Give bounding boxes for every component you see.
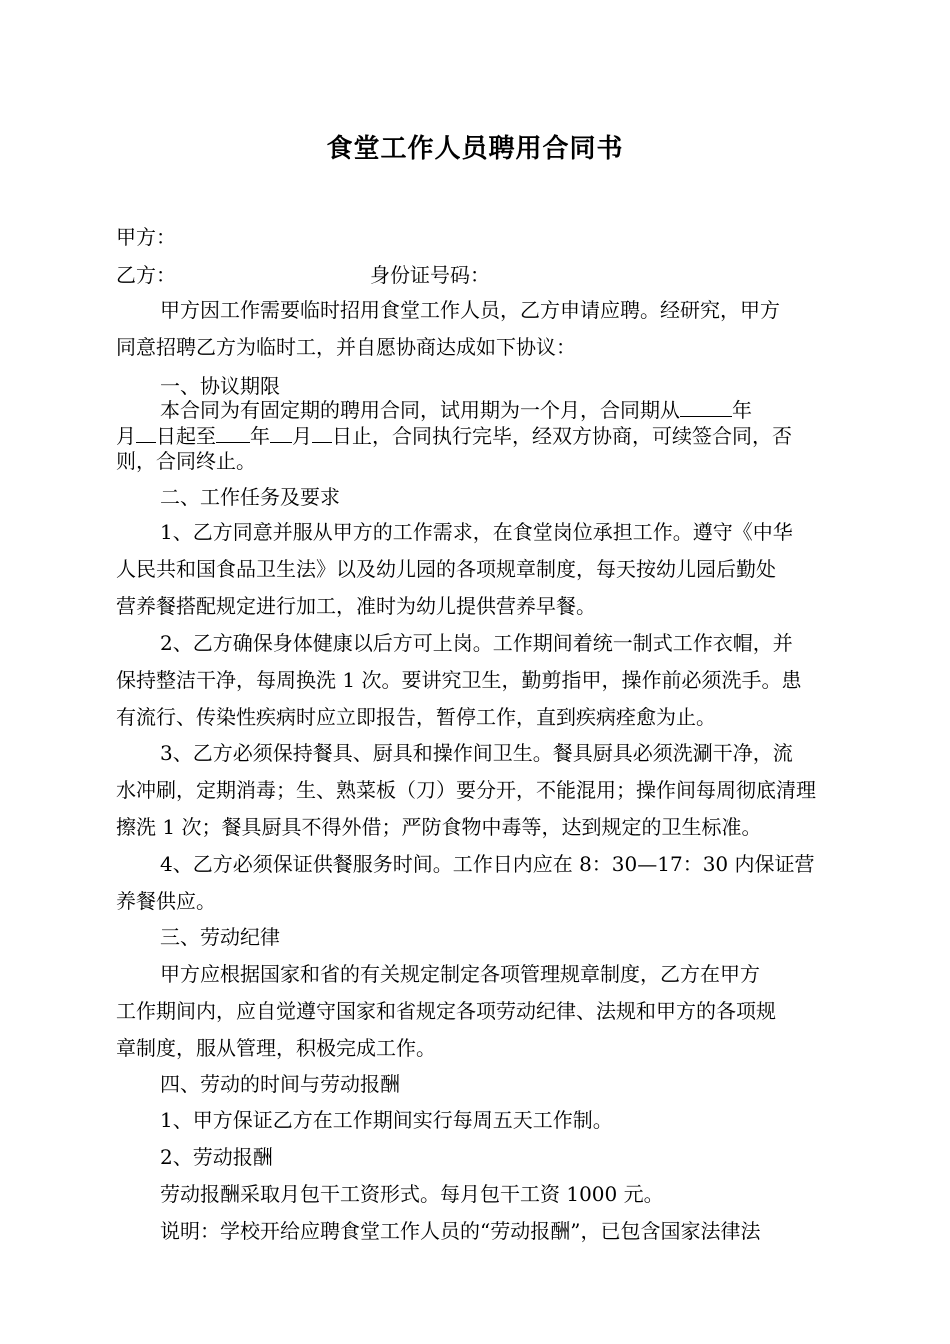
- discipline-line-3: 章制度，服从管理，积极完成工作。: [116, 1036, 436, 1060]
- item-4-line-2: 养餐供应。: [116, 889, 216, 913]
- item-3-line-2: 水冲刷，定期消毒；生、熟菜板（刀）要分开，不能混用；操作间每周彻底清理: [116, 778, 816, 802]
- id-number-label: 身份证号码：: [370, 263, 490, 287]
- section-3-heading: 三、劳动纪律: [160, 925, 280, 949]
- pay-note: 说明：学校开给应聘食堂工作人员的“劳动报酬”，已包含国家法律法: [160, 1219, 761, 1243]
- discipline-line-2: 工作期间内，应自觉遵守国家和省规定各项劳动纪律、法规和甲方的各项规: [116, 999, 776, 1023]
- item-3-line-1: 3、乙方必须保持餐具、厨具和操作间卫生。餐具厨具必须洗涮干净，流: [160, 741, 793, 765]
- pay-item-heading: 2、劳动报酬: [160, 1145, 273, 1169]
- term-text-d: 日起至: [156, 424, 216, 448]
- document-title: 食堂工作人员聘用合同书: [326, 134, 624, 164]
- party-a-label: 甲方：: [116, 225, 176, 249]
- work-week-item: 1、甲方保证乙方在工作期间实行每周五天工作制。: [160, 1108, 613, 1132]
- item-2-line-1: 2、乙方确保身体健康以后方可上岗。工作期间着统一制式工作衣帽，并: [160, 631, 793, 655]
- end-month-blank: [270, 424, 292, 443]
- item-4-line-1: 4、乙方必须保证供餐服务时间。工作日内应在 8：30—17：30 内保证营: [160, 852, 815, 876]
- item-1-line-1: 1、乙方同意并服从甲方的工作需求，在食堂岗位承担工作。遵守《中华: [160, 520, 793, 544]
- term-text-c: 月: [116, 424, 136, 448]
- intro-line-1: 甲方因工作需要临时招用食堂工作人员，乙方申请应聘。经研究，甲方: [160, 298, 780, 322]
- party-b-label: 乙方：: [116, 263, 176, 287]
- item-1-line-3: 营养餐搭配规定进行加工，准时为幼儿提供营养早餐。: [116, 594, 596, 618]
- intro-line-2: 同意招聘乙方为临时工，并自愿协商达成如下协议：: [116, 335, 576, 359]
- end-day-blank: [312, 424, 332, 443]
- start-day-blank: [136, 424, 156, 443]
- section-2-heading: 二、工作任务及要求: [160, 485, 340, 509]
- term-text-f: 月: [292, 424, 312, 448]
- item-3-line-3: 擦洗 1 次；餐具厨具不得外借；严防食物中毒等，达到规定的卫生标准。: [116, 815, 762, 839]
- item-2-line-2: 保持整洁干净，每周换洗 1 次。要讲究卫生，勤剪指甲，操作前必须洗手。患: [116, 668, 802, 692]
- term-text-e: 年: [250, 424, 270, 448]
- section-4-heading: 四、劳动的时间与劳动报酬: [160, 1072, 400, 1096]
- term-text-a: 本合同为有固定期的聘用合同，试用期为一个月，合同期从: [160, 398, 680, 422]
- start-year-blank: [680, 398, 732, 417]
- term-text-b: 年: [732, 398, 752, 422]
- discipline-line-1: 甲方应根据国家和省的有关规定制定各项管理规章制度，乙方在甲方: [160, 962, 760, 986]
- section-1-heading: 一、协议期限: [160, 374, 280, 398]
- term-line-1: [160, 397, 752, 423]
- term-line-3: 则，合同终止。: [116, 449, 256, 473]
- item-2-line-3: 有流行、传染性疾病时应立即报告，暂停工作，直到疾病痊愈为止。: [116, 705, 716, 729]
- end-year-blank: [216, 424, 250, 443]
- pay-description: 劳动报酬采取月包干工资形式。每月包干工资 1000 元。: [160, 1182, 664, 1206]
- term-line-2: [116, 423, 792, 449]
- item-1-line-2: 人民共和国食品卫生法》以及幼儿园的各项规章制度，每天按幼儿园后勤处: [116, 557, 776, 581]
- term-text-g: 日止，合同执行完毕，经双方协商，可续签合同，否: [332, 424, 792, 448]
